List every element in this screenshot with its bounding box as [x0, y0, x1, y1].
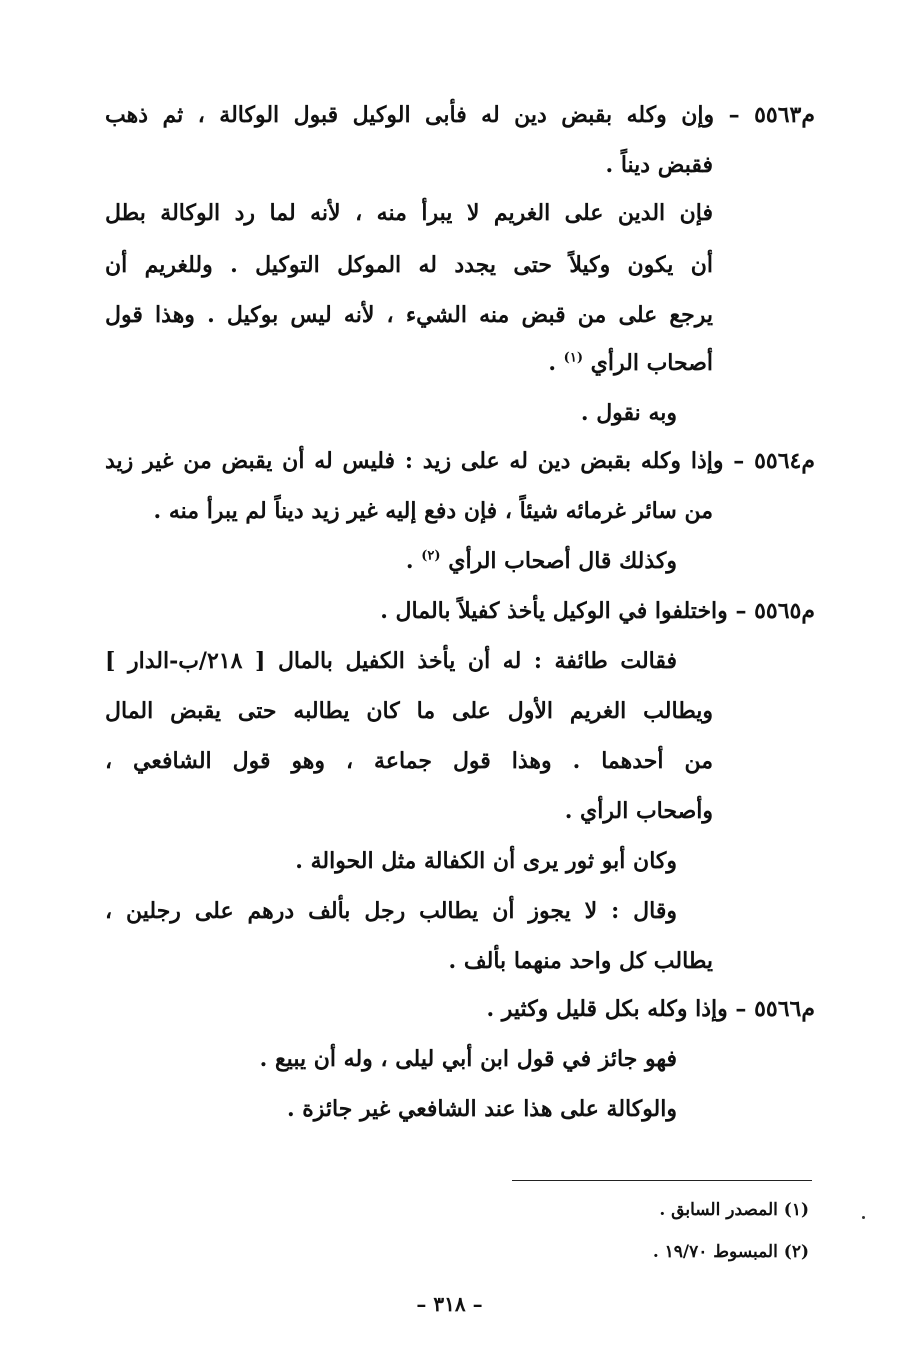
text-fragment: أصحاب الرأي — [590, 350, 713, 376]
text-line: وقال : لا يجوز أن يطالب رجل بألف درهم على رجلين ، — [105, 898, 677, 924]
footnote-reference: (١) — [563, 350, 583, 366]
text-line: م٥٥٦٥ – واختلفوا في الوكيل يأخذ كفيلاً بالمال . — [380, 598, 815, 624]
text-line: م٥٥٦٣ – وإن وكله بقبض دين له فأبى الوكيل قبول الوكالة ، ثم ذهب — [105, 102, 815, 128]
text-line: م٥٥٦٦ – وإذا وكله بكل قليل وكثير . — [486, 996, 815, 1022]
text-line: ويطالب الغريم الأول على ما كان يطالبه حتى يقبض المال — [105, 698, 713, 724]
text-line: وبه نقول . — [580, 400, 677, 426]
punctuation: . — [405, 548, 414, 574]
text-fragment: وكذلك قال أصحاب الرأي — [448, 548, 677, 574]
footnote: (٢) المبسوط ١٩/٧٠ . — [652, 1242, 809, 1262]
text-line: وأصحاب الرأي . — [564, 798, 713, 824]
page-number: – ٣١٨ – — [416, 1292, 483, 1316]
speck-mark — [862, 1216, 865, 1219]
text-line: يطالب كل واحد منهما بألف . — [448, 948, 713, 974]
punctuation: . — [548, 350, 556, 376]
text-line: يرجع على من قبض منه الشيء ، لأنه ليس بوكيل . وهذا قول — [105, 302, 713, 328]
footnote-separator — [512, 1180, 812, 1181]
text-line: فقالت طائفة : له أن يأخذ الكفيل بالمال [ ٢١٨/ب-الدار ] — [105, 648, 677, 674]
text-line: والوكالة على هذا عند الشافعي غير جائزة . — [286, 1096, 677, 1122]
text-line: م٥٥٦٤ – وإذا وكله بقبض دين له على زيد : فليس له أن يقبض من غير زيد — [105, 448, 815, 474]
footnote-reference: (٢) — [421, 548, 441, 564]
text-line: فقبض ديناً . — [605, 152, 713, 178]
footnote: (١) المصدر السابق . — [659, 1200, 809, 1220]
text-line: فإن الدين على الغريم لا يبرأ منه ، لأنه لما رد الوكالة بطل — [105, 200, 713, 226]
text-line — [406, 546, 677, 576]
text-line: من أحدهما . وهذا قول جماعة ، وهو قول الشافعي ، — [105, 748, 713, 774]
text-line: فهو جائز في قول ابن أبي ليلى ، وله أن يبيع . — [259, 1046, 677, 1072]
text-line: أن يكون وكيلاً حتى يجدد له الموكل التوكيل . وللغريم أن — [105, 252, 713, 278]
text-line — [548, 348, 713, 378]
text-line: وكان أبو ثور يرى أن الكفالة مثل الحوالة . — [295, 848, 677, 874]
text-line: من سائر غرمائه شيئاً ، فإن دفع إليه غير زيد ديناً لم يبرأ منه . — [153, 498, 713, 524]
